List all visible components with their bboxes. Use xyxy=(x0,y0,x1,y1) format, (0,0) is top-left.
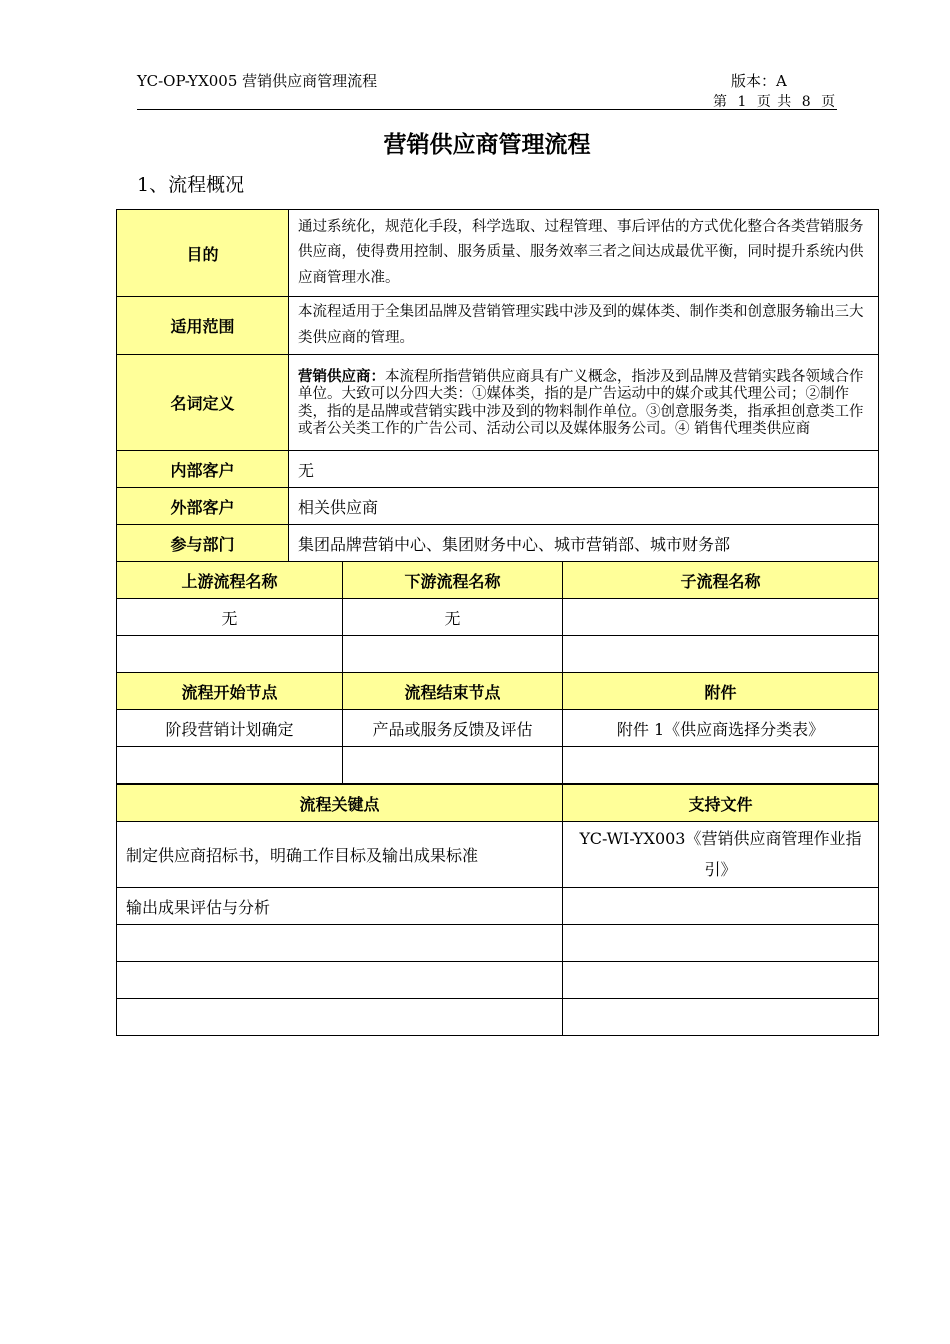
purpose-label: 目的 xyxy=(117,210,289,297)
table-cell: 阶段营销计划确定 xyxy=(117,710,343,747)
table-cell xyxy=(563,925,879,962)
table-cell xyxy=(563,599,879,636)
table-cell xyxy=(563,888,879,925)
table-row xyxy=(117,488,879,525)
purpose-text: 通过系统化，规范化手段，科学选取、过程管理、事后评估的方式优化整合各类营销服务供应商，使得费用控制、服务质量、服务效率三者之间达成最优平衡，同时提升系统内供应商管理水准。 xyxy=(289,210,879,297)
page-prefix: 第 xyxy=(713,94,728,110)
upstream-header: 上游流程名称 xyxy=(117,562,343,599)
subflow-header: 子流程名称 xyxy=(563,562,879,599)
internal-customer-label: 内部客户 xyxy=(117,451,289,488)
table-row xyxy=(117,888,879,925)
attachment-header: 附件 xyxy=(563,673,879,710)
table-cell: 产品或服务反馈及评估 xyxy=(343,710,563,747)
table-row xyxy=(117,297,879,355)
table-row xyxy=(117,599,879,636)
scope-label: 适用范围 xyxy=(117,297,289,355)
section-heading: 1、流程概况 xyxy=(137,174,245,196)
header-page-number xyxy=(711,91,838,111)
header-doc-title: YC-OP-YX005 营销供应商管理流程 xyxy=(137,72,378,90)
table-cell xyxy=(117,962,563,999)
page-mid: 页 共 xyxy=(756,94,793,110)
table-cell xyxy=(563,962,879,999)
table-row xyxy=(117,710,879,747)
scope-text: 本流程适用于全集团品牌及营销管理实践中涉及到的媒体类、制作类和创意服务输出三大类供应商的管理。 xyxy=(289,297,879,355)
support-doc-header: 支持文件 xyxy=(563,785,879,822)
table-row xyxy=(117,962,879,999)
definition-label: 名词定义 xyxy=(117,355,289,451)
table-cell xyxy=(117,636,343,673)
downstream-header: 下游流程名称 xyxy=(343,562,563,599)
table-cell: YC-WI-YX003《营销供应商管理作业指引》 xyxy=(563,822,879,888)
table-cell: 无 xyxy=(117,599,343,636)
table-row xyxy=(117,822,879,888)
table-cell: 无 xyxy=(343,599,563,636)
table-cell xyxy=(343,636,563,673)
definition-cell xyxy=(289,355,879,451)
definition-term: 营销供应商： xyxy=(298,369,385,386)
page-current: 1 xyxy=(737,94,748,110)
table-row xyxy=(117,210,879,297)
table-row xyxy=(117,355,879,451)
page-suffix: 页 xyxy=(821,94,837,110)
header-rule xyxy=(137,109,837,110)
flows-table xyxy=(116,561,879,784)
table-cell: 制定供应商招标书，明确工作目标及输出成果标准 xyxy=(117,822,563,888)
header-version: 版本：A xyxy=(731,72,787,90)
table-row xyxy=(117,636,879,673)
table-header-row xyxy=(117,673,879,710)
overview-table xyxy=(116,209,879,562)
keypoints-table xyxy=(116,784,879,1036)
end-node-header: 流程结束节点 xyxy=(343,673,563,710)
departments-label: 参与部门 xyxy=(117,525,289,562)
table-header-row xyxy=(117,785,879,822)
table-row xyxy=(117,925,879,962)
table-row xyxy=(117,999,879,1036)
table-cell xyxy=(117,925,563,962)
external-customer-label: 外部客户 xyxy=(117,488,289,525)
internal-customer-text: 无 xyxy=(289,451,879,488)
table-row xyxy=(117,525,879,562)
departments-text: 集团品牌营销中心、集团财务中心、城市营销部、城市财务部 xyxy=(289,525,879,562)
table-cell: 附件 1《供应商选择分类表》 xyxy=(563,710,879,747)
table-row xyxy=(117,451,879,488)
table-cell xyxy=(117,999,563,1036)
page-total: 8 xyxy=(801,94,812,110)
table-cell xyxy=(563,747,879,784)
table-cell xyxy=(117,747,343,784)
keypoint-header: 流程关键点 xyxy=(117,785,563,822)
table-cell xyxy=(563,999,879,1036)
table-cell xyxy=(343,747,563,784)
table-cell xyxy=(563,636,879,673)
table-header-row xyxy=(117,562,879,599)
table-row xyxy=(117,747,879,784)
start-node-header: 流程开始节点 xyxy=(117,673,343,710)
table-cell: 输出成果评估与分析 xyxy=(117,888,563,925)
external-customer-text: 相关供应商 xyxy=(289,488,879,525)
definition-text: 本流程所指营销供应商具有广义概念，指涉及到品牌及营销实践各领域合作单位。大致可以分四大类：①媒体类，指的是广告运动中的媒介或其代理公司；②制作类，指的是品牌或营销实践中涉及到的物料制作单位。③创意服务类，指承担创意类工作或者公关类工作的广告公司、活动公司以及媒体服务公司。④ 销售代理类供应商 xyxy=(298,369,864,437)
document-title: 营销供应商管理流程 xyxy=(383,132,591,158)
